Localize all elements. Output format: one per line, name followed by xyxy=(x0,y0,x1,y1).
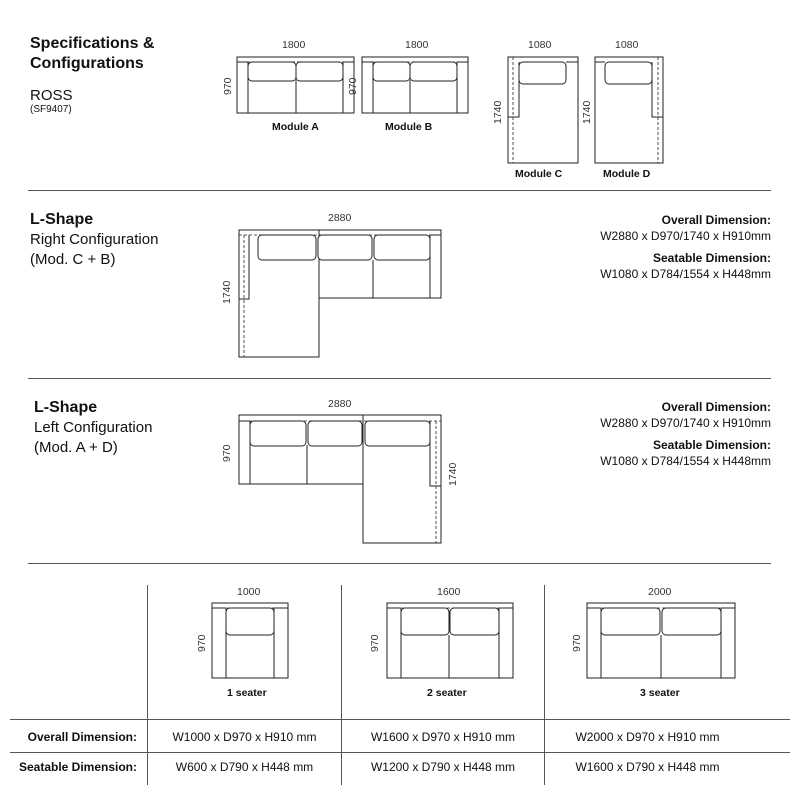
module-d-depth: 1740 xyxy=(581,100,593,124)
two-seater-overall: W1600 x D970 x H910 mm xyxy=(370,730,516,744)
one-seater-seatable: W600 x D790 x H448 mm xyxy=(175,760,314,774)
module-d-label: Module D xyxy=(603,168,651,180)
one-seater-label: 1 seater xyxy=(227,687,267,699)
module-b-label: Module B xyxy=(385,121,433,133)
module-a-label: Module A xyxy=(272,121,319,133)
one-seater-overall: W1000 x D970 x H910 mm xyxy=(172,730,317,744)
three-seater-depth: 970 xyxy=(571,634,583,652)
three-seater-seatable: W1600 x D790 x H448 mm xyxy=(575,760,720,774)
three-seater-overall: W2000 x D970 x H910 mm xyxy=(575,730,720,744)
left-config-depth-left: 970 xyxy=(221,444,233,462)
right-config-depth: 1740 xyxy=(221,280,233,304)
two-seater-depth: 970 xyxy=(369,634,381,652)
module-c-depth: 1740 xyxy=(492,100,504,124)
two-seater-label: 2 seater xyxy=(427,687,467,699)
right-config-width: 2880 xyxy=(328,212,352,224)
three-seater-width: 2000 xyxy=(648,586,672,598)
left-config-line3: (Mod. A + D) xyxy=(34,439,118,456)
page-title-line2: Configurations xyxy=(30,55,144,72)
right-config-line3: (Mod. C + B) xyxy=(30,251,116,268)
right-config-line2: Right Configuration xyxy=(30,231,159,248)
left-config-title: L-Shape xyxy=(34,399,98,416)
one-seater-drawing xyxy=(212,603,288,678)
left-overall-value: W2880 x D970/1740 x H910mm xyxy=(600,416,771,430)
left-config-width: 2880 xyxy=(328,398,352,410)
left-overall-label: Overall Dimension: xyxy=(661,400,771,414)
right-seatable-label: Seatable Dimension: xyxy=(652,251,771,265)
two-seater-drawing xyxy=(387,603,513,678)
two-seater-width: 1600 xyxy=(437,586,461,598)
right-config-title: L-Shape xyxy=(30,211,94,228)
module-c-label: Module C xyxy=(515,168,563,180)
right-overall-label: Overall Dimension: xyxy=(661,213,771,227)
table-overall-label: Overall Dimension: xyxy=(27,730,137,744)
two-seater-seatable: W1200 x D790 x H448 mm xyxy=(370,760,516,774)
three-seater-drawing xyxy=(587,603,735,678)
product-code: (SF9407) xyxy=(30,104,72,115)
one-seater-width: 1000 xyxy=(237,586,261,598)
module-d-width: 1080 xyxy=(615,39,639,51)
module-b-width: 1800 xyxy=(405,39,429,51)
module-c-width: 1080 xyxy=(528,39,552,51)
right-overall-value: W2880 x D970/1740 x H910mm xyxy=(600,229,771,243)
table-seatable-label: Seatable Dimension: xyxy=(18,760,137,774)
page-title-line1: Specifications & xyxy=(30,35,155,52)
module-a-width: 1800 xyxy=(282,39,306,51)
left-seatable-value: W1080 x D784/1554 x H448mm xyxy=(600,454,771,468)
module-a-depth: 970 xyxy=(222,77,234,95)
one-seater-depth: 970 xyxy=(196,634,208,652)
product-name: ROSS xyxy=(30,87,73,104)
left-seatable-label: Seatable Dimension: xyxy=(652,438,771,452)
left-config-depth-right: 1740 xyxy=(447,462,459,486)
three-seater-label: 3 seater xyxy=(640,687,680,699)
left-config-line2: Left Configuration xyxy=(34,419,153,436)
right-seatable-value: W1080 x D784/1554 x H448mm xyxy=(600,267,771,281)
module-b-depth: 970 xyxy=(347,77,359,95)
